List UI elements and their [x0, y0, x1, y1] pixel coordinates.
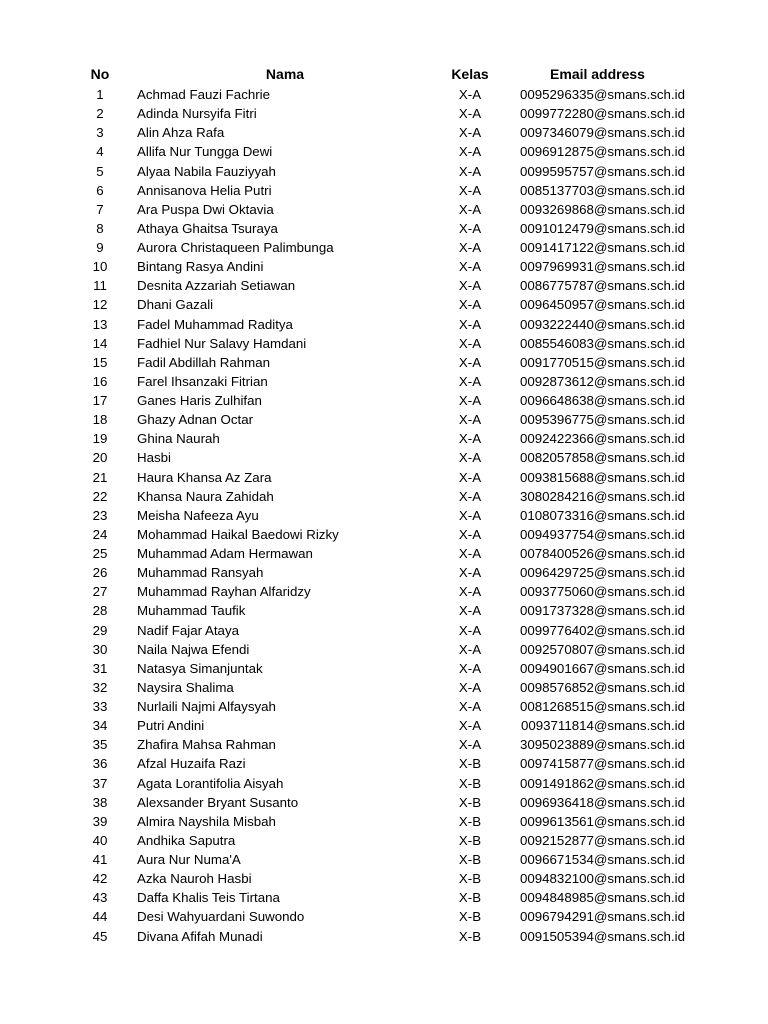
student-name: Alin Ahza Rafa [137, 125, 225, 141]
student-class: X-B [458, 890, 482, 906]
table-row [0, 85, 768, 104]
student-name: Afzal Huzaifa Razi [137, 756, 246, 772]
table-row [0, 582, 768, 601]
student-name: Nadif Fajar Ataya [137, 622, 239, 638]
row-number: 1 [96, 87, 104, 102]
student-email: 0094848985@smans.sch.id [519, 890, 685, 906]
student-class: X-A [458, 603, 482, 619]
student-email: 0099776402@smans.sch.id [519, 622, 685, 638]
row-number: 7 [96, 201, 104, 217]
student-name: Putri Andini [137, 718, 205, 734]
student-name: Desi Wahyuardani Suwondo [137, 909, 305, 925]
student-name: Adinda Nursyifa Fitri [137, 106, 257, 122]
header-email: Email address [550, 66, 645, 82]
student-email: 0096648638@smans.sch.id [519, 393, 685, 408]
student-class: X-B [458, 832, 482, 848]
student-email: 0094832100@smans.sch.id [519, 871, 685, 887]
row-number: 31 [92, 660, 108, 676]
student-email: 0094937754@smans.sch.id [519, 526, 685, 542]
student-name: Daffa Khalis Teis Tirtana [137, 890, 280, 906]
student-email: 0093269868@smans.sch.id [519, 201, 685, 217]
student-name: Muhammad Ransyah [137, 565, 264, 581]
table-row [0, 276, 768, 295]
student-class: X-A [458, 584, 482, 600]
student-email: 0091417122@smans.sch.id [519, 240, 685, 255]
student-name: Ghazy Adnan Octar [137, 412, 254, 428]
student-email: 0091770515@smans.sch.id [519, 354, 685, 370]
student-name: Athaya Ghaitsa Tsuraya [137, 220, 278, 236]
student-class: X-B [458, 756, 482, 772]
student-class: X-A [458, 526, 482, 542]
table-row [0, 353, 768, 372]
table-row [0, 334, 768, 353]
student-class: X-A [458, 660, 482, 676]
student-email: 0082057858@smans.sch.id [519, 450, 685, 466]
student-class: X-A [458, 297, 482, 313]
table-row [0, 659, 768, 678]
table-row [0, 181, 768, 200]
student-email: 0097969931@smans.sch.id [519, 259, 685, 275]
row-number: 19 [92, 431, 108, 447]
table-row [0, 429, 768, 448]
row-number: 28 [92, 603, 108, 619]
student-class: X-A [458, 163, 482, 179]
student-email: 0096912875@smans.sch.id [519, 144, 685, 160]
table-row [0, 793, 768, 812]
row-number: 34 [92, 718, 108, 734]
student-email: 0092152877@smans.sch.id [519, 832, 685, 848]
row-number: 24 [92, 526, 108, 542]
row-number: 20 [92, 450, 108, 466]
row-number: 11 [93, 278, 107, 294]
student-name: Muhammad Taufik [137, 603, 246, 619]
student-email: 0092873612@smans.sch.id [519, 373, 685, 389]
student-email: 0078400526@smans.sch.id [519, 546, 685, 561]
student-name: Achmad Fauzi Fachrie [137, 87, 271, 102]
student-class: X-A [458, 278, 482, 294]
row-number: 18 [92, 412, 108, 428]
row-number: 39 [92, 813, 108, 829]
student-name: Zhafira Mahsa Rahman [137, 737, 276, 753]
row-number: 17 [92, 393, 108, 408]
student-class: X-A [458, 469, 482, 485]
row-number: 45 [92, 928, 108, 944]
table-row [0, 410, 768, 429]
student-email: 0093711814@smans.sch.id [520, 718, 685, 734]
student-class: X-A [458, 565, 482, 581]
student-name: Ghina Naurah [137, 431, 220, 447]
student-email: 0099613561@smans.sch.id [519, 813, 685, 829]
student-class: X-A [458, 450, 482, 466]
student-class: X-A [458, 393, 482, 408]
row-number: 38 [92, 794, 108, 810]
student-class: X-A [458, 125, 482, 141]
student-email: 0092422366@smans.sch.id [519, 431, 685, 447]
table-row [0, 468, 768, 487]
student-email: 0098576852@smans.sch.id [519, 679, 685, 695]
student-class: X-A [458, 259, 482, 275]
student-name: Annisanova Helia Putri [137, 182, 272, 198]
student-name: Ara Puspa Dwi Oktavia [137, 201, 274, 217]
student-email: 0091737328@smans.sch.id [519, 603, 685, 619]
student-class: X-A [458, 679, 482, 695]
student-class: X-A [458, 182, 482, 198]
row-number: 8 [96, 220, 104, 236]
student-class: X-A [458, 737, 482, 753]
table-row [0, 142, 768, 161]
row-number: 27 [92, 584, 108, 600]
student-name: Naysira Shalima [137, 679, 234, 695]
student-class: X-B [458, 775, 482, 791]
table-header [0, 63, 768, 85]
student-email: 0096429725@smans.sch.id [519, 565, 685, 581]
row-number: 40 [92, 832, 108, 848]
table-body [0, 85, 768, 946]
row-number: 9 [96, 240, 104, 255]
student-email: 0093775060@smans.sch.id [519, 584, 685, 600]
row-number: 26 [92, 565, 108, 581]
student-email: 0095296335@smans.sch.id [519, 87, 685, 102]
row-number: 30 [92, 641, 108, 657]
student-email: 0099595757@smans.sch.id [519, 163, 685, 179]
student-email: 0092570807@smans.sch.id [519, 641, 685, 657]
student-name: Divana Afifah Munadi [137, 928, 263, 944]
row-number: 15 [92, 354, 108, 370]
student-email: 0097415877@smans.sch.id [519, 756, 685, 772]
row-number: 5 [96, 163, 104, 179]
table-row [0, 716, 768, 735]
student-name: Allifa Nur Tungga Dewi [137, 144, 273, 160]
row-number: 22 [92, 488, 108, 504]
student-email: 0094901667@smans.sch.id [519, 660, 685, 676]
row-number: 10 [92, 259, 108, 275]
row-number: 36 [92, 756, 108, 772]
row-number: 29 [92, 622, 108, 638]
student-class: X-A [458, 201, 482, 217]
student-name: Agata Lorantifolia Aisyah [137, 775, 284, 791]
row-number: 2 [96, 106, 104, 122]
table-row [0, 563, 768, 582]
student-class: X-B [458, 852, 482, 867]
student-email: 0097346079@smans.sch.id [519, 125, 685, 141]
student-name: Fadil Abdillah Rahman [137, 354, 271, 370]
student-name: Aura Nur Numa'A [137, 852, 241, 867]
student-name: Mohammad Haikal Baedowi Rizky [137, 526, 339, 542]
row-number: 16 [92, 373, 108, 389]
table-row [0, 200, 768, 219]
table-row [0, 506, 768, 525]
row-number: 25 [92, 546, 108, 561]
student-name: Haura Khansa Az Zara [137, 469, 272, 485]
header-no: No [90, 66, 110, 82]
table-row [0, 697, 768, 716]
row-number: 4 [96, 144, 104, 160]
row-number: 3 [96, 125, 104, 141]
student-name: Azka Nauroh Hasbi [137, 871, 252, 887]
student-email: 0081268515@smans.sch.id [519, 699, 685, 714]
table-row [0, 295, 768, 314]
table-row [0, 831, 768, 850]
student-name: Ganes Haris Zulhifan [137, 393, 262, 408]
student-class: X-A [458, 220, 482, 236]
student-email: 0085546083@smans.sch.id [519, 335, 685, 351]
student-email: 3095023889@smans.sch.id [519, 737, 685, 753]
table-row [0, 219, 768, 238]
table-row [0, 869, 768, 888]
student-class: X-A [458, 373, 482, 389]
student-name: Hasbi [137, 450, 171, 466]
student-email: 0096671534@smans.sch.id [519, 852, 685, 867]
table-row [0, 487, 768, 506]
student-name: Naila Najwa Efendi [137, 641, 250, 657]
student-name: Alyaa Nabila Fauziyyah [137, 163, 276, 179]
header-nama: Nama [265, 66, 305, 82]
student-class: X-A [458, 641, 482, 657]
table-row [0, 391, 768, 410]
table-row [0, 162, 768, 181]
student-email: 0095396775@smans.sch.id [519, 412, 685, 428]
table-row [0, 774, 768, 793]
student-email: 0108073316@smans.sch.id [519, 507, 685, 523]
row-number: 6 [96, 182, 104, 198]
student-class: X-A [458, 718, 482, 734]
student-class: X-B [458, 794, 482, 810]
student-name: Andhika Saputra [137, 832, 236, 848]
student-email: 0091491862@smans.sch.id [519, 775, 685, 791]
student-name: Aurora Christaqueen Palimbunga [137, 240, 334, 255]
table-row [0, 754, 768, 773]
row-number: 44 [92, 909, 108, 925]
student-class: X-A [458, 507, 482, 523]
table-row [0, 448, 768, 467]
student-email: 0099772280@smans.sch.id [519, 106, 685, 122]
student-email: 0096794291@smans.sch.id [519, 909, 685, 925]
student-class: X-A [458, 335, 482, 351]
row-number: 21 [92, 469, 108, 485]
student-email: 0093815688@smans.sch.id [519, 469, 685, 485]
student-class: X-B [458, 813, 482, 829]
student-class: X-B [458, 909, 482, 925]
table-row [0, 850, 768, 869]
table-row [0, 544, 768, 563]
student-class: X-A [458, 316, 482, 332]
table-row [0, 525, 768, 544]
student-email: 0096450957@smans.sch.id [519, 297, 685, 313]
row-number: 13 [92, 316, 108, 332]
student-name: Natasya Simanjuntak [137, 660, 263, 676]
row-number: 12 [92, 297, 108, 313]
table-row [0, 927, 768, 946]
student-name: Bintang Rasya Andini [137, 259, 264, 275]
table-row [0, 104, 768, 123]
student-class: X-A [458, 488, 482, 504]
table-row [0, 238, 768, 257]
student-name: Alexsander Bryant Susanto [137, 794, 299, 810]
student-class: X-B [458, 928, 482, 944]
student-class: X-A [458, 144, 482, 160]
table-row [0, 372, 768, 391]
row-number: 37 [92, 775, 108, 791]
student-class: X-A [458, 240, 482, 255]
student-class: X-A [458, 354, 482, 370]
student-class: X-A [458, 87, 482, 102]
student-name: Almira Nayshila Misbah [137, 813, 276, 829]
student-class: X-A [458, 431, 482, 447]
table-row [0, 601, 768, 620]
student-name: Khansa Naura Zahidah [137, 488, 274, 504]
student-name: Desnita Azzariah Setiawan [137, 278, 296, 294]
table-row [0, 123, 768, 142]
student-email: 0091505394@smans.sch.id [519, 928, 685, 944]
table-row [0, 735, 768, 754]
student-email: 0086775787@smans.sch.id [519, 278, 685, 294]
table-row [0, 907, 768, 926]
student-name: Fadel Muhammad Raditya [137, 316, 293, 332]
row-number: 41 [92, 852, 108, 867]
header-kelas: Kelas [451, 66, 489, 82]
student-email: 3080284216@smans.sch.id [519, 488, 685, 504]
row-number: 43 [92, 890, 108, 906]
student-class: X-A [458, 699, 482, 714]
table-row [0, 315, 768, 334]
student-name: Nurlaili Najmi Alfaysyah [137, 699, 276, 714]
student-email: 0085137703@smans.sch.id [519, 182, 685, 198]
row-number: 35 [92, 737, 108, 753]
student-email: 0093222440@smans.sch.id [519, 316, 685, 332]
student-email: 0096936418@smans.sch.id [519, 794, 685, 810]
student-name: Dhani Gazali [137, 297, 214, 313]
table-row [0, 812, 768, 831]
student-class: X-A [458, 106, 482, 122]
student-name: Fadhiel Nur Salavy Hamdani [137, 335, 307, 351]
student-name: Farel Ihsanzaki Fitrian [137, 373, 268, 389]
student-class: X-A [458, 546, 482, 561]
row-number: 32 [92, 679, 108, 695]
table-row [0, 621, 768, 640]
row-number: 14 [92, 335, 108, 351]
student-class: X-A [458, 622, 482, 638]
student-name: Muhammad Adam Hermawan [137, 546, 313, 561]
row-number: 33 [92, 699, 108, 714]
student-name: Meisha Nafeeza Ayu [137, 507, 259, 523]
table-row [0, 640, 768, 659]
student-email: 0091012479@smans.sch.id [519, 220, 685, 236]
table-row [0, 257, 768, 276]
student-class: X-B [458, 871, 482, 887]
row-number: 42 [92, 871, 108, 887]
student-class: X-A [458, 412, 482, 428]
table-row [0, 888, 768, 907]
row-number: 23 [92, 507, 108, 523]
student-name: Muhammad Rayhan Alfaridzy [137, 584, 311, 600]
table-row [0, 678, 768, 697]
